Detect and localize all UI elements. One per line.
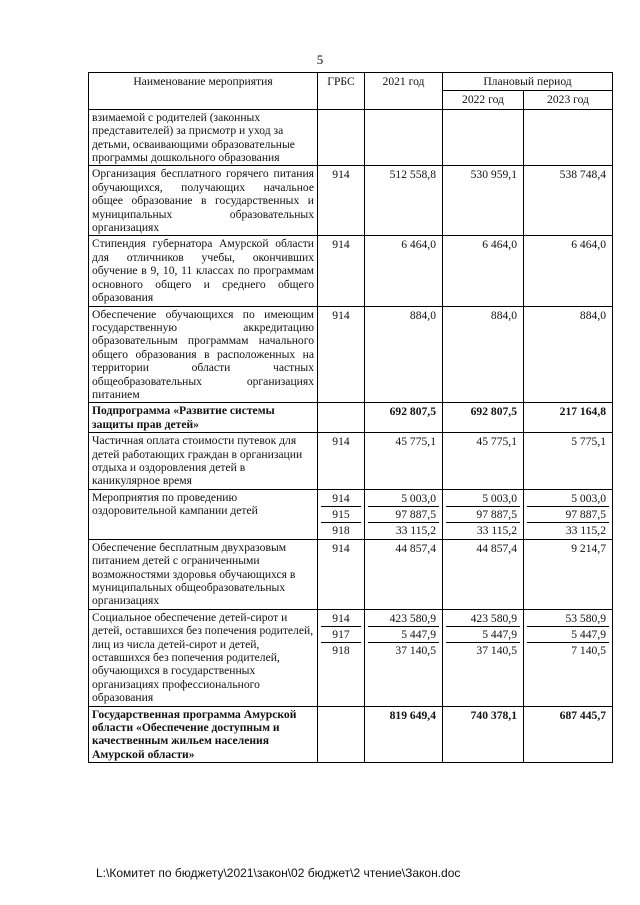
row-name-cell: Государственная программа Амурской области «Обеспечение доступным и качественным жильем населения Амурской области» [89, 706, 318, 763]
cell-value: 45 775,1 [395, 435, 436, 449]
cell-value: 44 857,4 [395, 541, 436, 555]
row-2022-cell [443, 403, 524, 433]
table-row [89, 109, 613, 166]
cell-value: 914 [332, 308, 350, 322]
table-body [89, 109, 613, 762]
header-grbs: ГРБС [318, 73, 365, 110]
header-2023: 2023 год [524, 91, 613, 109]
row-2021-cell [365, 166, 443, 236]
row-grbs-cell [318, 489, 365, 539]
cell-value: 914 [321, 491, 361, 507]
row-2023-cell [524, 433, 613, 490]
row-2022-cell [443, 609, 524, 706]
row-grbs-cell [318, 609, 365, 706]
row-2021-cell [365, 433, 443, 490]
row-2021-cell [365, 109, 443, 166]
cell-value: 6 464,0 [482, 238, 517, 252]
cell-value: 692 807,5 [470, 405, 517, 419]
cell-value: 217 164,8 [559, 405, 607, 419]
cell-value: 512 558,8 [389, 168, 436, 182]
cell-value: 5 447,9 [368, 627, 439, 643]
cell-value: 33 115,2 [565, 523, 607, 537]
row-2022-cell [443, 109, 524, 166]
row-grbs-cell [318, 166, 365, 236]
row-grbs-cell [318, 403, 365, 433]
row-2023-cell [524, 109, 613, 166]
table-row [89, 539, 613, 609]
cell-value: 97 887,5 [527, 507, 609, 523]
cell-value: 9 214,7 [571, 541, 607, 555]
row-2021-cell [365, 236, 443, 306]
row-name-cell: Социальное обеспечение детей-сирот и детей, оставшихся без попечения родителей, лиц из числа детей-сирот и детей, оставшихся без попечения родителей, обучающихся в государственных организациях профессионального образования [89, 609, 318, 706]
row-2023-cell [524, 539, 613, 609]
cell-value: 918 [332, 643, 350, 657]
cell-value: 914 [332, 435, 350, 449]
row-name-cell: Стипендия губернатора Амурской области для отличников учебы, окончивших обучение в 9, 10, 11 классах по программам основного общего и среднего общего образования [89, 236, 318, 306]
cell-value: 97 887,5 [446, 507, 520, 523]
cell-value: 423 580,9 [368, 611, 439, 627]
row-name-cell: Мероприятия по проведению оздоровительной кампании детей [89, 489, 318, 539]
row-2021-cell [365, 706, 443, 763]
row-2021-cell [365, 306, 443, 403]
row-grbs-cell [318, 109, 365, 166]
header-2021: 2021 год [365, 73, 443, 110]
cell-value: 423 580,9 [446, 611, 520, 627]
row-2022-cell [443, 166, 524, 236]
table-row [89, 489, 613, 539]
header-row [89, 73, 613, 91]
cell-value: 819 649,4 [389, 708, 436, 722]
cell-value: 917 [321, 627, 361, 643]
row-2022-cell [443, 539, 524, 609]
header-name: Наименование мероприятия [89, 73, 318, 110]
header-plan-period: Плановый период [443, 73, 613, 91]
cell-value: 7 140,5 [571, 643, 607, 657]
row-2021-cell [365, 489, 443, 539]
row-2023-cell [524, 236, 613, 306]
row-name-cell: Частичная оплата стоимости путевок для детей работающих граждан в организации отдыха и оздоровления детей в каникулярное время [89, 433, 318, 490]
row-2023-cell [524, 706, 613, 763]
cell-value: 5 775,1 [571, 435, 607, 449]
cell-value [321, 708, 361, 723]
cell-value: 6 464,0 [571, 238, 607, 252]
budget-table [88, 72, 613, 763]
row-grbs-cell [318, 433, 365, 490]
cell-value: 914 [321, 611, 361, 627]
cell-value: 918 [332, 523, 350, 537]
page-number: 5 [316, 52, 324, 67]
cell-value: 692 807,5 [389, 405, 436, 419]
cell-value: 914 [332, 238, 350, 252]
table-row [89, 236, 613, 306]
cell-value: 5 003,0 [446, 491, 520, 507]
cell-value: 53 580,9 [527, 611, 609, 627]
cell-value: 538 748,4 [559, 168, 607, 182]
cell-value: 44 857,4 [476, 541, 517, 555]
table-row [89, 609, 613, 706]
row-name-cell: взимаемой с родителей (законных представителей) за присмотр и уход за детьми, осваивающими образовательные программы дошкольного образования [89, 109, 318, 166]
row-2021-cell [365, 403, 443, 433]
cell-value: 6 464,0 [401, 238, 436, 252]
cell-value [321, 404, 361, 419]
cell-value: 97 887,5 [368, 507, 439, 523]
table-row [89, 306, 613, 403]
table-row [89, 433, 613, 490]
cell-value: 33 115,2 [395, 523, 436, 537]
cell-value: 740 378,1 [470, 708, 517, 722]
row-2023-cell [524, 489, 613, 539]
cell-value: 37 140,5 [395, 643, 436, 657]
file-path-footer: L:\Комитет по бюджету\2021\закон\02 бюджет\2 чтение\Закон.doc [96, 866, 461, 880]
row-2023-cell [524, 609, 613, 706]
cell-value: 37 140,5 [476, 643, 517, 657]
cell-value: 5 003,0 [527, 491, 609, 507]
row-2022-cell [443, 236, 524, 306]
cell-value: 5 447,9 [527, 627, 609, 643]
row-2022-cell [443, 306, 524, 403]
row-2021-cell [365, 609, 443, 706]
row-2023-cell [524, 403, 613, 433]
header-2022: 2022 год [443, 91, 524, 109]
row-2022-cell [443, 489, 524, 539]
table-row [89, 706, 613, 763]
cell-value: 914 [332, 168, 350, 182]
cell-value: 884,0 [409, 308, 436, 322]
row-2023-cell [524, 166, 613, 236]
cell-value: 530 959,1 [470, 168, 517, 182]
table-row [89, 403, 613, 433]
cell-value: 915 [321, 507, 361, 523]
row-name-cell: Организация бесплатного горячего питания обучающихся, получающих начальное общее образование в государственных и муниципальных образовательных организациях [89, 166, 318, 236]
row-grbs-cell [318, 706, 365, 763]
row-name-cell: Обеспечение бесплатным двухразовым питанием детей с ограниченными возможностями здоровья обучающихся в муниципальных общеобразовательных организациях [89, 539, 318, 609]
row-grbs-cell [318, 306, 365, 403]
cell-value: 884,0 [579, 308, 607, 322]
row-name-cell: Обеспечение обучающихся по имеющим государственную аккредитацию образовательным программам начального общего образования в расположенных на территории области частных общеобразовательных организациях питанием [89, 306, 318, 403]
row-2021-cell [365, 539, 443, 609]
cell-value: 884,0 [490, 308, 517, 322]
row-2023-cell [524, 306, 613, 403]
cell-value: 45 775,1 [476, 435, 517, 449]
cell-value: 687 445,7 [559, 708, 607, 722]
cell-value: 33 115,2 [476, 523, 517, 537]
row-2022-cell [443, 433, 524, 490]
table-row [89, 166, 613, 236]
cell-value: 914 [332, 541, 350, 555]
row-grbs-cell [318, 539, 365, 609]
cell-value: 5 447,9 [446, 627, 520, 643]
row-2022-cell [443, 706, 524, 763]
row-grbs-cell [318, 236, 365, 306]
row-name-cell: Подпрограмма «Развитие системы защиты прав детей» [89, 403, 318, 433]
cell-value: 5 003,0 [368, 491, 439, 507]
